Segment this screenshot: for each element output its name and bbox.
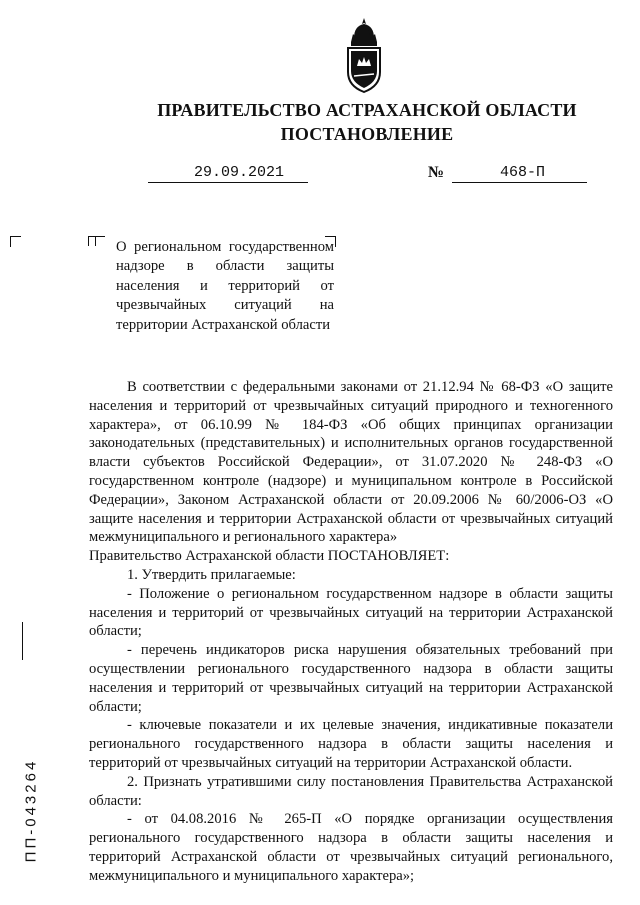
number-sign: № xyxy=(428,164,445,181)
body-paragraph: - перечень индикаторов риска нарушения обязательных требований при осуществлении регионального государственного надзора в области защиты населения и территорий от чрезвычайных ситуаций на территории Астраханской области; xyxy=(89,642,613,715)
margin-bar xyxy=(22,622,23,660)
body-paragraph: 1. Утвердить прилагаемые: xyxy=(127,566,296,583)
date-underline xyxy=(148,182,308,183)
subject-corner-mark-left-inner xyxy=(95,236,105,246)
number-underline xyxy=(452,182,587,183)
document-subject: О региональном государственном надзоре в области защиты населения и территорий от чрезвычайных ситуаций на территории Астраханской области xyxy=(116,239,334,333)
body-paragraph: - ключевые показатели и их целевые значения, индикативные показатели регионального государственного надзора в области защиты населения и территорий от чрезвычайных ситуаций на территории Астраханской области. xyxy=(89,717,613,771)
side-registration-mark xyxy=(16,740,40,890)
body-paragraph: - Положение о региональном государственном надзоре в области защиты населения и территорий от чрезвычайных ситуаций на территории Астраханской области; xyxy=(89,585,613,640)
body-paragraph: - от 04.08.2016 № 265-П «О порядке организации осуществления регионального государственного надзора в области защиты населения и территорий Астраханской области от чрезвычайных ситуаций регионального, межмуниципального и муниципального характера»; xyxy=(89,811,613,884)
government-title: ПРАВИТЕЛЬСТВО АСТРАХАНСКОЙ ОБЛАСТИ xyxy=(157,100,577,120)
body-paragraph: 2. Признать утратившими силу постановления Правительства Астраханской области: xyxy=(89,773,613,809)
coat-of-arms-icon xyxy=(342,16,386,94)
document-number: 468-П xyxy=(500,164,546,181)
preamble-paragraph: В соответствии с федеральными законами от 21.12.94 № 68-ФЗ «О защите населения и территорий от чрезвычайных ситуаций природного и техногенного характера», от 06.10.99 № 184-ФЗ «Об общих принципах организации законодательных (представительных) и исполнительных органов государственной власти субъектов Российской Федерации», от 31.07.2020 № 248-ФЗ «О государственном контроле (надзоре) и муниципальном контроле в Российской Федерации», Законом Астраханской области от 20.09.2006 № 60/2006-ОЗ «О защите населения и территории Астраханской области от чрезвычайных ситуаций межмуниципального и регионального характера» xyxy=(89,379,613,546)
margin-corner-mark xyxy=(10,236,21,247)
document-body xyxy=(89,378,613,886)
document-type-title: ПОСТАНОВЛЕНИЕ xyxy=(280,124,454,144)
resolution-line: Правительство Астраханской области ПОСТАНОВЛЯЕТ: xyxy=(89,548,450,565)
side-registration-text: ПП-043264 xyxy=(22,758,40,863)
document-date: 29.09.2021 xyxy=(194,164,285,181)
